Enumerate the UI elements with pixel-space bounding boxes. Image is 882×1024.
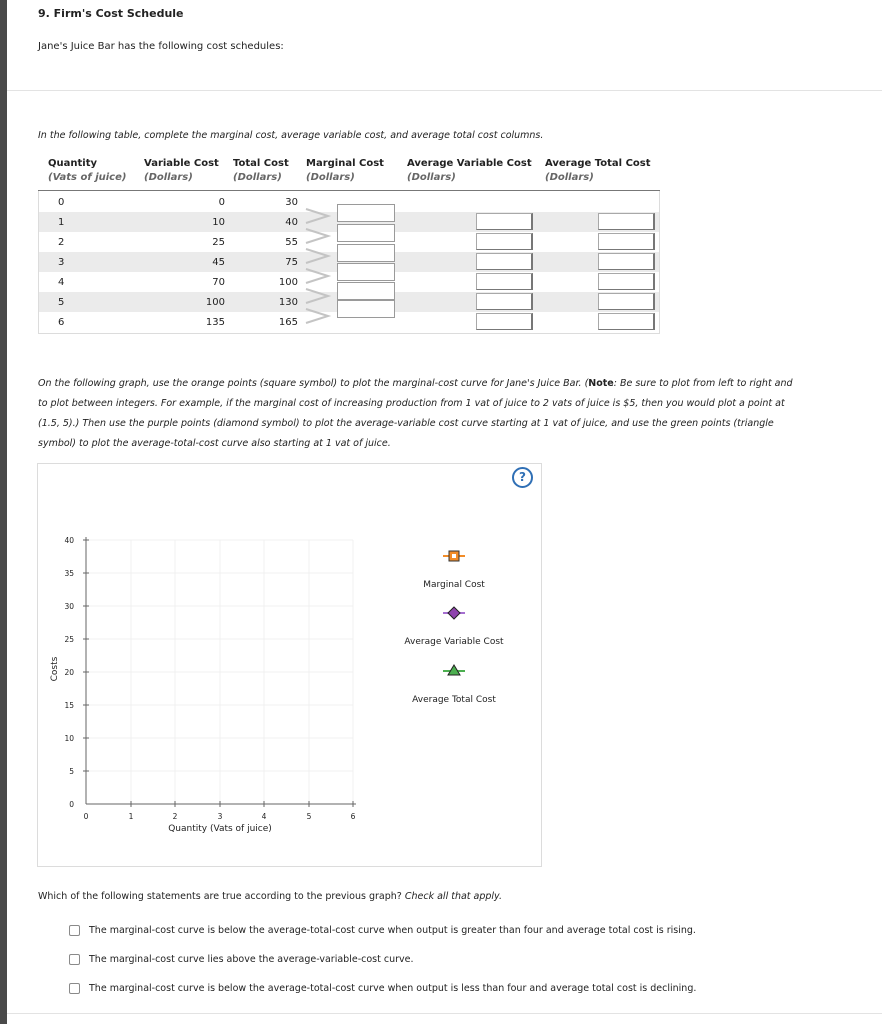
- variable-cost-cell: 0: [218, 197, 225, 208]
- legend-marginal-cost-label: Marginal Cost: [423, 580, 485, 590]
- graph-instructions: On the following graph, use the orange points (square symbol) to plot the marginal-cost curve for Jane's Juice Bar. (Note: Be sure to plot from left to right and to plot between integers. For example, if the marginal cost of increasing production from 1 vat of juice to 2 vats of juice is $5, then you would plot a point at (1.5, 5).) Then use the purple points (diamond symbol) to plot the average-variable cost curve starting at 1 vat of juice, and use the green points (triangle symbol) to plot the average-total-cost curve also starting at 1 vat of juice.: [38, 378, 793, 449]
- total-cost-cell: 100: [278, 277, 298, 288]
- x-tick-label: 3: [217, 812, 223, 821]
- answer-option-label: The marginal-cost curve is below the average-total-cost curve when output is less than four and average total cost is declining.: [89, 983, 697, 994]
- total-cost-cell: 30: [285, 197, 298, 208]
- header-total-cost: Total Cost (Dollars): [233, 158, 289, 183]
- answer-option[interactable]: [69, 954, 413, 965]
- plot-grid: [86, 540, 353, 804]
- answer-checkbox[interactable]: [69, 925, 80, 936]
- axis-tick-marks: [83, 540, 353, 807]
- variable-cost-cell: 45: [212, 257, 225, 268]
- quantity-cell: 5: [58, 297, 65, 308]
- y-axis-title: Costs: [50, 656, 60, 682]
- total-cost-cell: 75: [285, 257, 298, 268]
- quantity-cell: 4: [58, 277, 65, 288]
- help-button[interactable]: ?: [512, 467, 533, 488]
- answer-checkbox[interactable]: [69, 954, 80, 965]
- header-quantity: Quantity (Vats of juice): [48, 158, 127, 183]
- answer-option-label: The marginal-cost curve is below the average-total-cost curve when output is greater than four and average total cost is rising.: [89, 925, 696, 936]
- y-tick-label: 30: [64, 602, 74, 611]
- quantity-cell: 2: [58, 237, 65, 248]
- quantity-cell: 1: [58, 217, 65, 228]
- quantity-cell: 0: [58, 197, 65, 208]
- x-tick-label: 4: [261, 812, 267, 821]
- question-intro: Jane's Juice Bar has the following cost schedules:: [38, 41, 284, 52]
- header-variable-cost: Variable Cost (Dollars): [144, 158, 219, 183]
- checkbox-question-prompt: Which of the following statements are true according to the previous graph? Check all that apply.: [38, 891, 502, 902]
- variable-cost-cell: 70: [212, 277, 225, 288]
- legend-average-total-cost-label: Average Total Cost: [412, 695, 496, 705]
- header-average-variable-cost: Average Variable Cost (Dollars): [407, 158, 532, 183]
- x-tick-label: 0: [83, 812, 89, 821]
- legend-average-variable-cost-label: Average Variable Cost: [404, 637, 504, 647]
- header-average-total-cost: Average Total Cost (Dollars): [545, 158, 651, 183]
- variable-cost-cell: 135: [205, 317, 225, 328]
- header-marginal-cost: Marginal Cost (Dollars): [306, 158, 384, 183]
- question-title: 9. Firm's Cost Schedule: [38, 7, 184, 20]
- y-tick-label: 40: [64, 536, 74, 545]
- legend-average-variable-cost-symbol[interactable]: [443, 607, 465, 619]
- total-cost-cell: 40: [285, 217, 298, 228]
- answer-option[interactable]: [69, 983, 696, 994]
- total-cost-cell: 130: [278, 297, 298, 308]
- y-tick-label: 10: [64, 734, 74, 743]
- y-tick-label: 15: [64, 701, 74, 710]
- x-tick-label: 6: [350, 812, 356, 821]
- y-tick-label: 0: [69, 800, 74, 809]
- legend-marginal-cost-symbol[interactable]: [443, 551, 465, 561]
- answer-option-label: The marginal-cost curve lies above the average-variable-cost curve.: [89, 954, 414, 965]
- y-tick-label: 25: [64, 635, 74, 644]
- legend-average-total-cost-symbol[interactable]: [443, 665, 465, 675]
- variable-cost-cell: 100: [205, 297, 225, 308]
- variable-cost-cell: 10: [212, 217, 225, 228]
- y-tick-label: 35: [64, 569, 74, 578]
- answer-checkbox[interactable]: [69, 983, 80, 994]
- x-tick-label: 5: [306, 812, 312, 821]
- y-tick-label: 5: [69, 767, 74, 776]
- x-axis-title: Quantity (Vats of juice): [168, 824, 272, 834]
- quantity-cell: 3: [58, 257, 65, 268]
- y-tick-label: 20: [64, 668, 74, 677]
- quantity-cell: 6: [58, 317, 65, 328]
- x-tick-label: 1: [128, 812, 134, 821]
- x-tick-label: 2: [172, 812, 178, 821]
- table-instruction: In the following table, complete the marginal cost, average variable cost, and average total cost columns.: [38, 130, 544, 141]
- total-cost-cell: 55: [285, 237, 298, 248]
- answer-option[interactable]: [69, 925, 696, 936]
- total-cost-cell: 165: [278, 317, 298, 328]
- variable-cost-cell: 25: [212, 237, 225, 248]
